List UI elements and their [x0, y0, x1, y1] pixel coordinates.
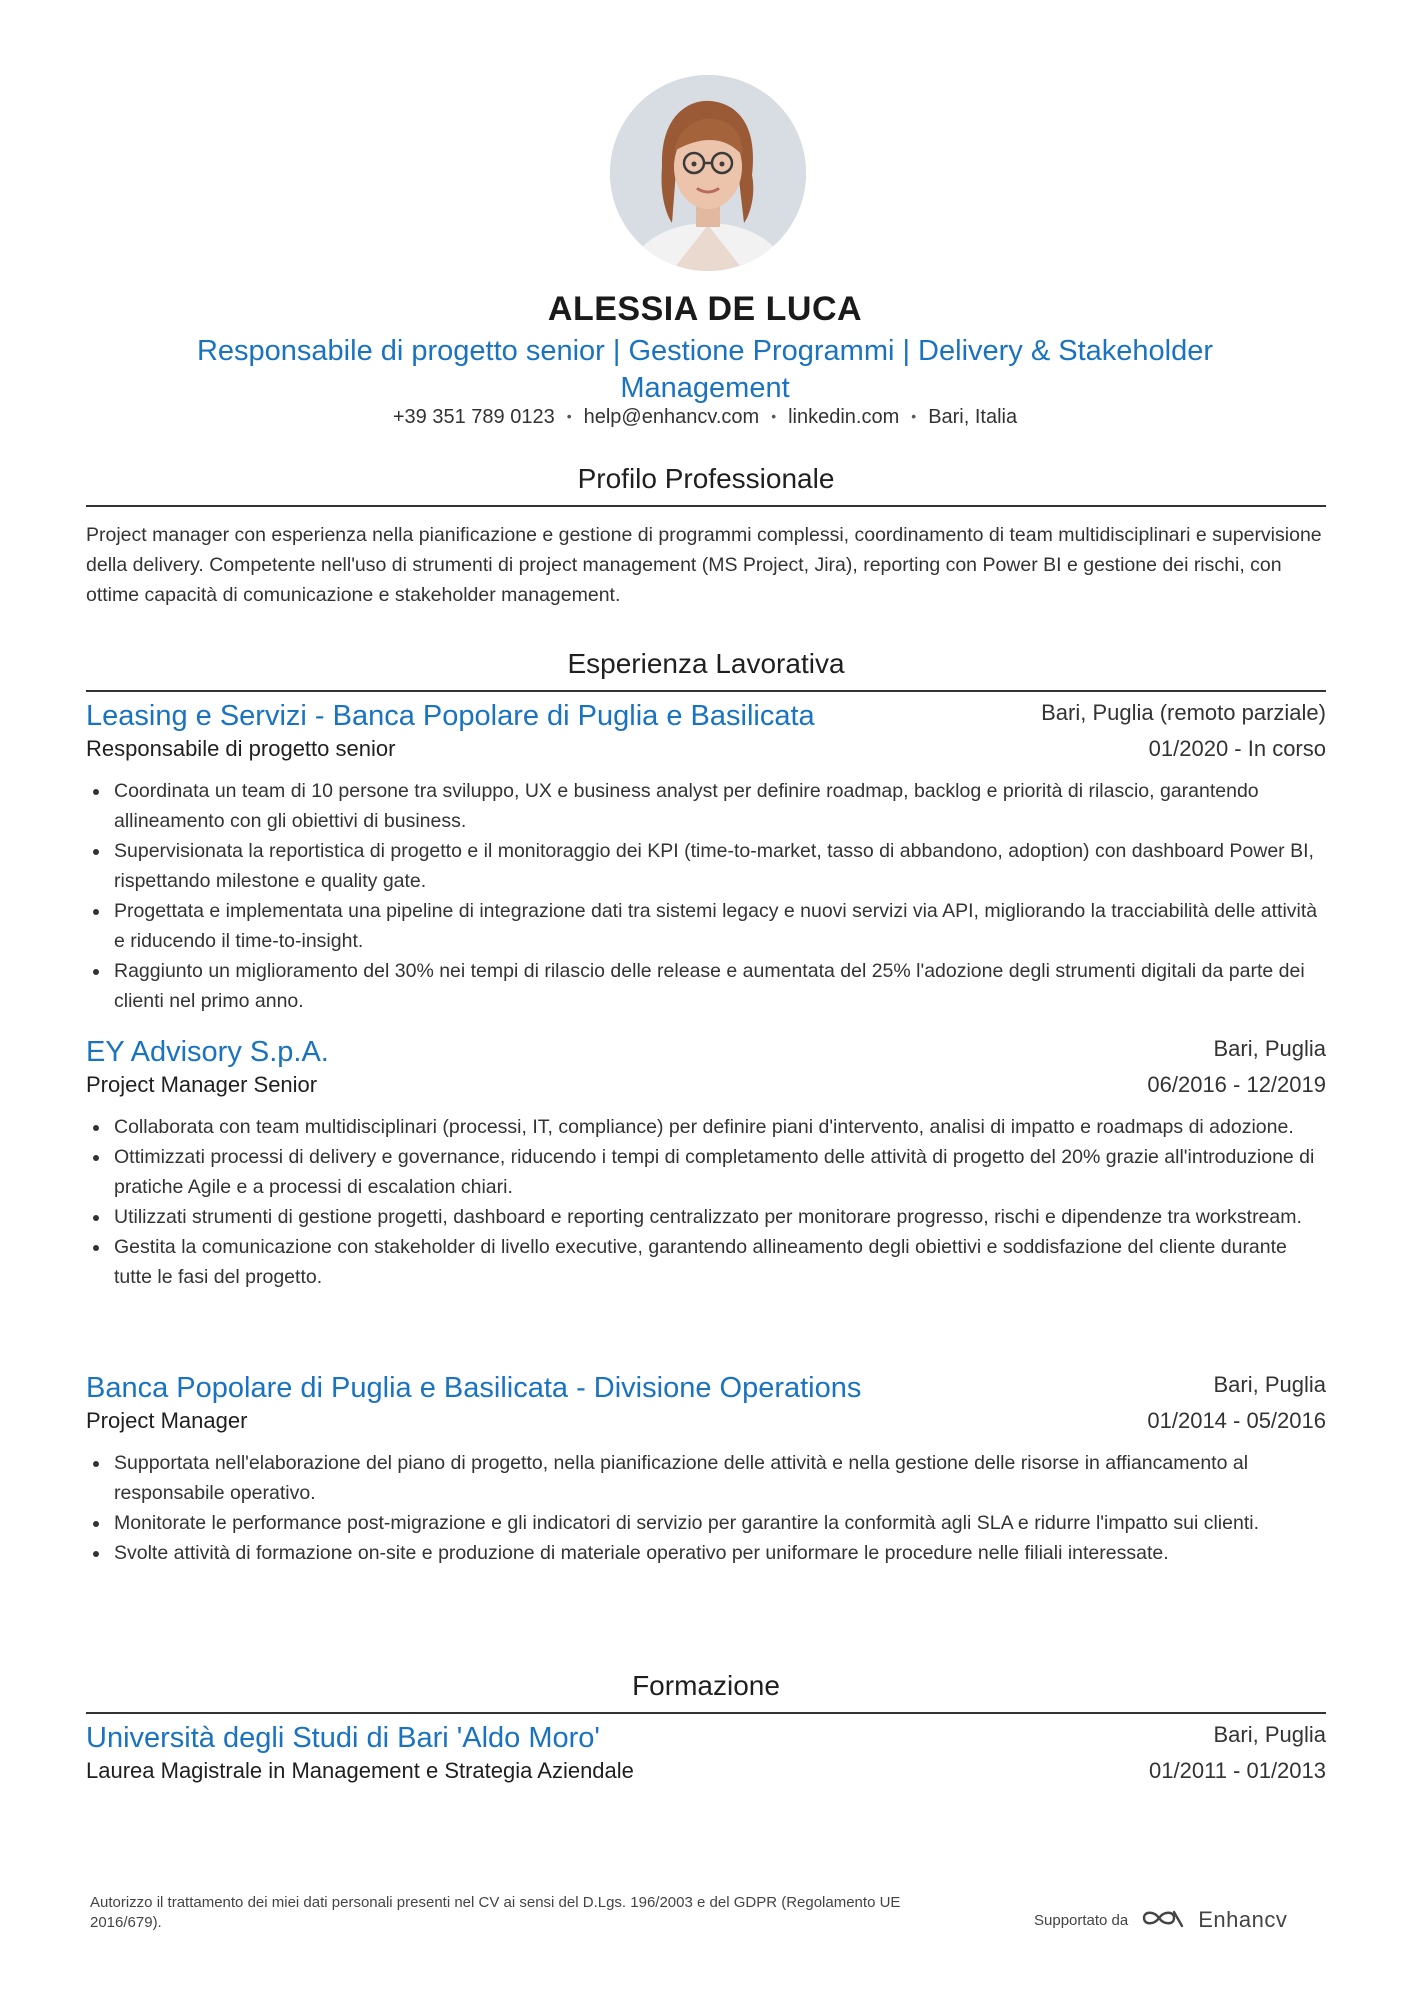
section-title-education: Formazione — [632, 1670, 780, 1701]
school-location: Bari, Puglia — [1213, 1722, 1326, 1747]
achievement-item: Supervisionata la reportistica di progetto e il monitoraggio dei KPI (time-to-market, tasso di abbandono, adoption) con dashboard Power BI, rispettando milestone e quality gate. — [114, 836, 1326, 896]
achievement-item: Utilizzati strumenti di gestione progetti, dashboard e reporting centralizzato per monitorare progresso, rischi e dipendenze tra workstream. — [114, 1202, 1326, 1232]
job-title: Responsabile di progetto senior — [86, 736, 396, 761]
enhancv-logo-icon — [1140, 1906, 1186, 1935]
contact-email[interactable]: help@enhancv.com — [583, 406, 760, 428]
achievement-item: Supportata nell'elaborazione del piano di progetto, nella pianificazione delle attività e nella gestione delle risorse in affiancamento al responsabile operativo. — [114, 1448, 1326, 1508]
experience-entry — [86, 1372, 1326, 1568]
profile-summary: Project manager con esperienza nella pianificazione e gestione di programmi complessi, coordinamento di team multidisciplinari e supervisione della delivery. Competente nell'uso di strumenti di project management (MS Project, Jira), reporting con Power BI e gestione dei rischi, con ottime capacità di comunicazione e stakeholder management. — [86, 524, 1322, 606]
achievement-list — [86, 1448, 1326, 1568]
job-location: Bari, Puglia — [1213, 1036, 1326, 1061]
contact-linkedin[interactable]: linkedin.com — [788, 406, 900, 428]
section-divider — [86, 1712, 1326, 1714]
degree-title: Laurea Magistrale in Management e Strategia Aziendale — [86, 1758, 634, 1783]
education-entry — [86, 1722, 1326, 1794]
enhancv-brand: Enhancv — [1198, 1907, 1288, 1932]
achievement-item: Monitorate le performance post-migrazione e gli indicatori di servizio per garantire la conformità agli SLA e ridurre l'impatto sui clienti. — [114, 1508, 1326, 1538]
achievement-item: Ottimizzati processi di delivery e governance, riducendo i tempi di completamento delle attività di progetto del 20% grazie all'introduzione di pratiche Agile e a processi di escalation chiari. — [114, 1142, 1326, 1202]
portrait-illustration — [610, 75, 806, 271]
job-dates: 01/2020 - In corso — [1148, 736, 1326, 761]
contact-location: Bari, Italia — [928, 406, 1018, 428]
job-title: Project Manager — [86, 1408, 248, 1433]
section-title-profile: Profilo Professionale — [577, 463, 835, 494]
achievement-item: Coordinata un team di 10 persone tra sviluppo, UX e business analyst per definire roadmap, backlog e priorità di rilascio, garantendo allineamento con gli obiettivi di business. — [114, 776, 1326, 836]
achievement-item: Svolte attività di formazione on-site e produzione di materiale operativo per uniformare le procedure nelle filiali interessate. — [114, 1538, 1326, 1568]
section-divider — [86, 505, 1326, 507]
section-title-experience: Esperienza Lavorativa — [567, 648, 845, 679]
experience-entry — [86, 1036, 1326, 1292]
education-dates: 01/2011 - 01/2013 — [1149, 1758, 1326, 1783]
powered-by-label: Supportato da — [1034, 1911, 1129, 1929]
achievement-item: Collaborata con team multidisciplinari (processi, IT, compliance) per definire piani d'intervento, analisi di impatto e roadmaps di adozione. — [114, 1112, 1326, 1142]
school-name: Università degli Studi di Bari 'Aldo Moro' — [86, 1722, 600, 1754]
contact-bar — [0, 406, 1410, 429]
job-title: Project Manager Senior — [86, 1072, 318, 1097]
job-dates: 06/2016 - 12/2019 — [1147, 1072, 1326, 1097]
profile-photo — [610, 75, 806, 271]
powered-by[interactable] — [1034, 1905, 1287, 1935]
company-name: Banca Popolare di Puglia e Basilicata - Divisione Operations — [86, 1372, 862, 1404]
achievement-item: Progettata e implementata una pipeline di integrazione dati tra sistemi legacy e nuovi servizi via API, migliorando la tracciabilità delle attività e riducendo il time-to-insight. — [114, 896, 1326, 956]
privacy-consent-note: Autorizzo il trattamento dei miei dati personali presenti nel CV ai sensi del D.Lgs. 196/2003 e del GDPR (Regolamento UE 2016/679). — [90, 1894, 901, 1931]
company-name: Leasing e Servizi - Banca Popolare di Puglia e Basilicata — [86, 700, 815, 732]
headline: Responsabile di progetto senior | Gestione Programmi | Delivery & Stakeholder Management — [196, 335, 1214, 404]
contact-phone[interactable]: +39 351 789 0123 — [392, 406, 555, 428]
job-location: Bari, Puglia (remoto parziale) — [1041, 700, 1326, 725]
bullet-separator: • — [911, 408, 917, 424]
bullet-separator: • — [771, 408, 777, 424]
candidate-name: ALESSIA DE LUCA — [547, 290, 863, 328]
achievement-list — [86, 1112, 1326, 1292]
section-divider — [86, 690, 1326, 692]
job-dates: 01/2014 - 05/2016 — [1147, 1408, 1326, 1433]
bullet-separator: • — [566, 408, 572, 424]
experience-entry — [86, 700, 1326, 1016]
achievement-list — [86, 776, 1326, 1016]
company-name: EY Advisory S.p.A. — [86, 1036, 329, 1068]
job-location: Bari, Puglia — [1213, 1372, 1326, 1397]
achievement-item: Gestita la comunicazione con stakeholder di livello executive, garantendo allineamento degli obiettivi e soddisfazione del cliente durante tutte le fasi del progetto. — [114, 1232, 1326, 1292]
achievement-item: Raggiunto un miglioramento del 30% nei tempi di rilascio delle release e aumentata del 25% l'adozione degli strumenti digitali da parte dei clienti nel primo anno. — [114, 956, 1326, 1016]
